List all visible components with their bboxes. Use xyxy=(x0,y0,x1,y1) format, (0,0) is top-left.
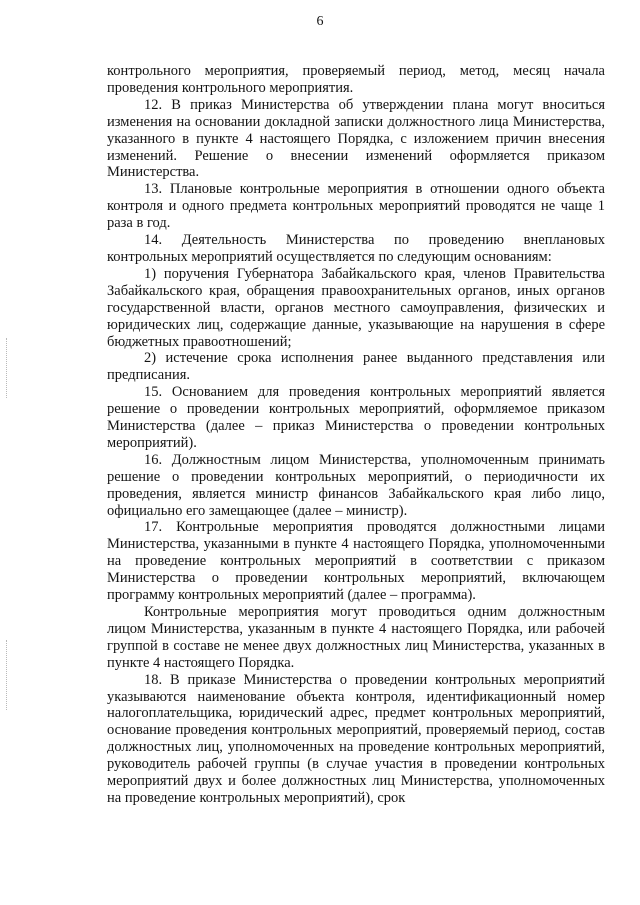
paragraph-16: 16. Должностным лицом Министерства, уполномоченным принимать решение о проведении контрольных мероприятий, о периодичности их проведения, является министр финансов Забайкальского края либо лицо, официально его замещающее (далее – министр). xyxy=(107,451,605,519)
paragraph-18: 18. В приказе Министерства о проведении контрольных мероприятий указываются наименование объекта контроля, идентификационный номер налогоплательщика, юридический адрес, предмет контрольных мероприятий, основание проведения контрольных мероприятий, проверяемый период, состав должностных лиц, уполномоченных на проведение контрольных мероприятий, руководитель рабочей группы (в случае участия в проведении контрольных мероприятий двух и более должностных лиц Министерства, уполномоченных на проведение контрольных мероприятий), срок xyxy=(107,671,605,806)
margin-binding-mark xyxy=(6,338,9,398)
paragraph-15: 15. Основанием для проведения контрольных мероприятий является решение о проведении контрольных мероприятий, оформляемое приказом Министерства (далее – приказ Министерства о проведении контрольных мероприятий). xyxy=(107,384,605,451)
margin-binding-mark xyxy=(6,640,9,710)
paragraph-14-item-1: 1) поручения Губернатора Забайкальского края, членов Правительства Забайкальского края, обращения правоохранительных органов, иных органов государственной власти, органов местного самоуправления, физических и юридических лиц, содержащие данные, указывающие на нарушения в сфере бюджетных правоотношений; xyxy=(107,265,605,350)
paragraph-14: 14. Деятельность Министерства по проведению внеплановых контрольных мероприятий осуществляется по следующим основаниям: xyxy=(107,232,605,265)
paragraph-continuation: контрольного мероприятия, проверяемый период, метод, месяц начала проведения контрольного мероприятия. xyxy=(107,63,605,96)
page-number: 6 xyxy=(316,14,324,29)
paragraph-14-item-2: 2) истечение срока исполнения ранее выданного представления или предписания. xyxy=(107,350,605,384)
paragraph-12: 12. В приказ Министерства об утверждении плана могут вноситься изменения на основании докладной записки должностного лица Министерства, указанного в пункте 4 настоящего Порядка, с изложением причин внесения изменений. Решение о внесении изменений оформляется приказом Министерства. xyxy=(107,96,605,181)
paragraph-13: 13. Плановые контрольные мероприятия в отношении одного объекта контроля и одного предмета контрольных мероприятий проводятся не чаще 1 раза в год. xyxy=(107,181,605,232)
paragraph-17: 17. Контрольные мероприятия проводятся должностными лицами Министерства, указанными в пункте 4 настоящего Порядка, уполномоченными на проведение контрольных мероприятий в соответствии с приказом Министерства о проведении контрольных мероприятий, включающем программу контрольных мероприятий (далее – программа). xyxy=(107,519,605,604)
document-body xyxy=(107,63,605,807)
paragraph-17-continued: Контрольные мероприятия могут проводиться одним должностным лицом Министерства, указанным в пункте 4 настоящего Порядка, или рабочей группой в составе не менее двух должностных лиц Министерства, указанных в пункте 4 настоящего Порядка. xyxy=(107,604,605,671)
